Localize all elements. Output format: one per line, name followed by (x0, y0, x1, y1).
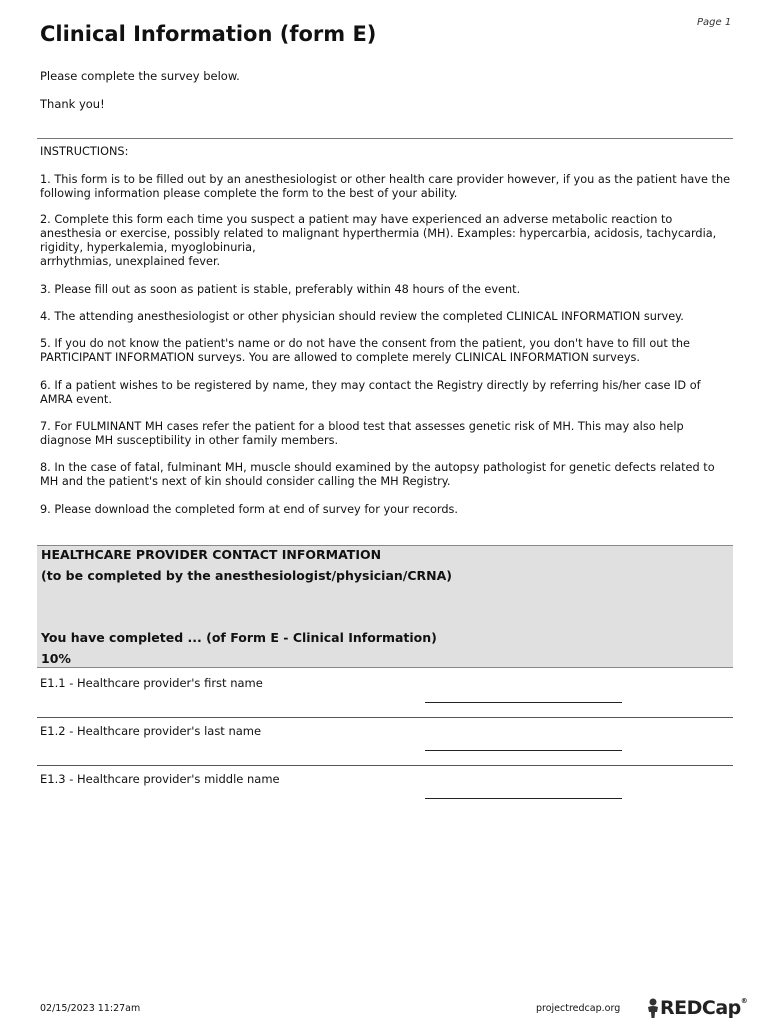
section-heading: HEALTHCARE PROVIDER CONTACT INFORMATION (41, 547, 382, 562)
instruction-item: 4. The attending anesthesiologist or other physician should review the completed CLINICAL INFORMATION survey. (40, 310, 684, 323)
first-name-field[interactable] (425, 702, 622, 703)
progress-text: You have completed ... (of Form E - Clinical Information) (41, 630, 437, 645)
redcap-logo (646, 996, 747, 1020)
footer-url[interactable]: projectredcap.org (536, 1003, 621, 1014)
instruction-item: 2. Complete this form each time you suspect a patient may have experienced an adverse metabolic reaction to anesthesia or exercise, possibly related to malignant hyperthermia (MH). Examples: hypercarbia, acidosis, tachycardia, rigidity, hyperkalemia, myoglobinuria, arrhythmias, unexplained fever. (40, 213, 717, 268)
page-title: Clinical Information (form E) (40, 22, 377, 46)
page-label: Page 1 (697, 17, 732, 28)
question-label: E1.1 - Healthcare provider's first name (40, 676, 263, 690)
instructions-heading: INSTRUCTIONS: (40, 145, 129, 158)
instruction-item: 5. If you do not know the patient's name or do not have the consent from the patient, you don't have to fill out the PARTICIPANT INFORMATION surveys. You are allowed to complete merely CLINICAL INFORMATION surveys. (40, 337, 690, 364)
question-divider (37, 765, 733, 766)
question-divider (37, 717, 733, 718)
instruction-item: 1. This form is to be filled out by an anesthesiologist or other health care provider however, if you as the patient have the following information please complete the form to the best of your ability. (40, 173, 731, 200)
question-label: E1.2 - Healthcare provider's last name (40, 724, 262, 738)
last-name-field[interactable] (425, 750, 622, 751)
instruction-item: 9. Please download the completed form at end of survey for your records. (40, 503, 459, 516)
redcap-logo-text: REDCap® (660, 997, 748, 1019)
section-header (37, 545, 733, 668)
instruction-item: 6. If a patient wishes to be registered by name, they may contact the Registry directly by referring his/her case ID of AMRA event. (40, 379, 701, 406)
footer-timestamp: 02/15/2023 11:27am (40, 1003, 141, 1014)
progress-value: 10% (41, 651, 71, 666)
instruction-item: 7. For FULMINANT MH cases refer the patient for a blood test that assesses genetic risk of MH. This may also help diagnose MH susceptibility in other family members. (40, 420, 684, 447)
intro-text: Please complete the survey below. (40, 69, 240, 83)
instruction-item: 8. In the case of fatal, fulminant MH, muscle should examined by the autopsy pathologist for genetic defects related to MH and the patient's next of kin should consider calling the MH Registry. (40, 461, 715, 488)
section-subheading: (to be completed by the anesthesiologist/physician/CRNA) (41, 568, 453, 583)
instruction-item: 3. Please fill out as soon as patient is stable, preferably within 48 hours of the event. (40, 283, 521, 296)
divider (37, 138, 733, 139)
question-label: E1.3 - Healthcare provider's middle name (40, 772, 280, 786)
thanks-text: Thank you! (40, 97, 105, 111)
redcap-person-icon (646, 998, 660, 1018)
middle-name-field[interactable] (425, 798, 622, 799)
